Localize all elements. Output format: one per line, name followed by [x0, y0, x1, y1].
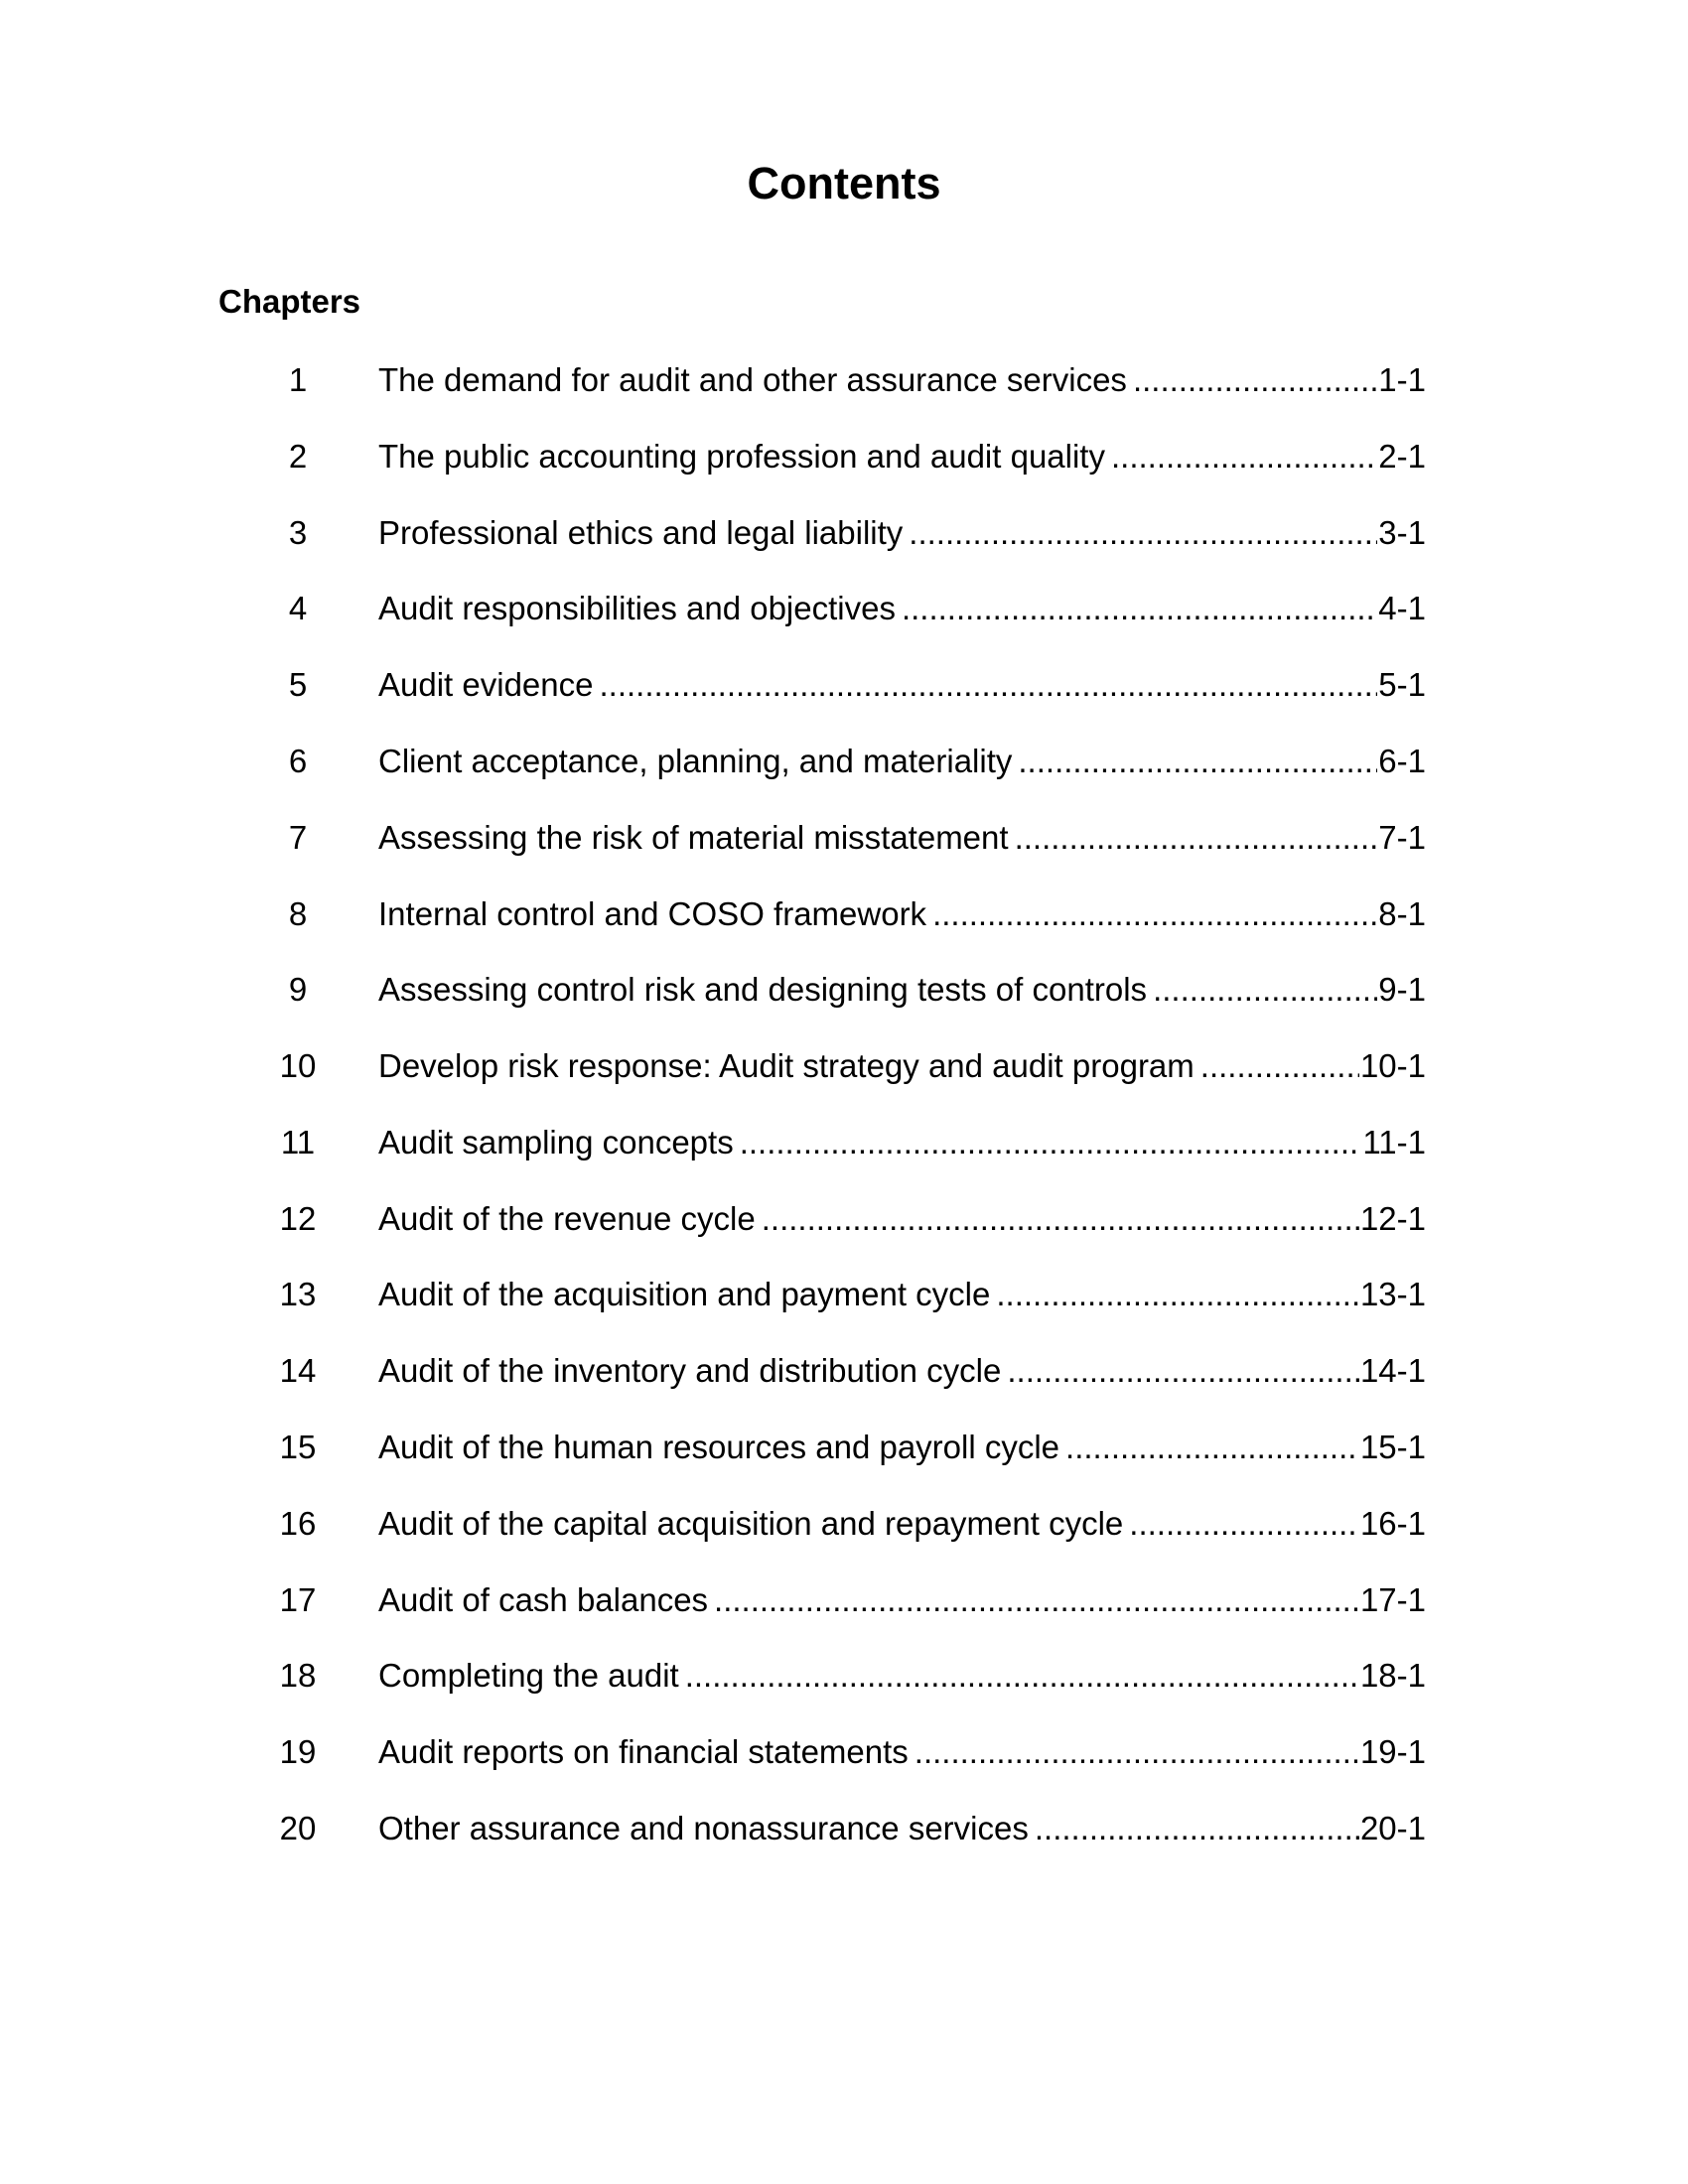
dot-leader	[1111, 435, 1377, 478]
dot-leader	[1065, 1426, 1359, 1469]
chapter-title[interactable]: Audit evidence	[378, 666, 594, 703]
toc-row[interactable]	[0, 358, 1688, 402]
chapter-title[interactable]: Internal control and COSO framework	[378, 895, 927, 932]
chapter-title[interactable]: Client acceptance, planning, and materiality	[378, 743, 1013, 779]
dot-leader	[685, 1654, 1359, 1698]
section-heading: Chapters	[218, 283, 361, 320]
page-number[interactable]: 9-1	[1378, 971, 1426, 1008]
dot-leader	[1153, 968, 1377, 1012]
chapter-number: 5	[288, 666, 308, 703]
chapter-number: 18	[279, 1657, 317, 1694]
dot-leader	[1015, 816, 1378, 860]
chapter-number: 12	[279, 1200, 317, 1237]
chapter-title[interactable]: Audit of the capital acquisition and repayment cycle	[378, 1505, 1124, 1542]
page-number[interactable]: 12-1	[1359, 1200, 1426, 1237]
chapter-number: 2	[288, 438, 308, 475]
page-number[interactable]: 18-1	[1359, 1657, 1426, 1694]
page-number[interactable]: 17-1	[1359, 1581, 1426, 1618]
page-number[interactable]: 8-1	[1378, 895, 1426, 932]
dot-leader	[1018, 740, 1377, 783]
page-number[interactable]: 19-1	[1359, 1733, 1426, 1770]
toc-row[interactable]	[0, 1349, 1688, 1393]
page-number[interactable]: 20-1	[1359, 1810, 1426, 1846]
toc-row[interactable]	[0, 1502, 1688, 1546]
chapter-number: 6	[288, 743, 308, 779]
toc-row[interactable]	[0, 1730, 1688, 1774]
dot-leader	[599, 663, 1377, 707]
chapter-number: 11	[280, 1124, 316, 1160]
page-title: Contents	[747, 158, 941, 208]
chapter-number: 20	[279, 1810, 317, 1846]
chapter-title[interactable]: Develop risk response: Audit strategy and audit program	[378, 1047, 1195, 1084]
chapter-number: 4	[288, 590, 308, 626]
page-number[interactable]: 14-1	[1359, 1352, 1426, 1389]
toc-row[interactable]	[0, 1654, 1688, 1698]
toc-row[interactable]	[0, 892, 1688, 936]
toc-row[interactable]	[0, 435, 1688, 478]
page-number[interactable]: 13-1	[1359, 1276, 1426, 1312]
chapter-number: 7	[288, 819, 308, 856]
toc-row[interactable]	[0, 663, 1688, 707]
page-number[interactable]: 10-1	[1359, 1047, 1426, 1084]
chapter-number: 1	[288, 361, 308, 398]
chapter-title[interactable]: Audit of cash balances	[378, 1581, 709, 1618]
chapter-number: 14	[279, 1352, 317, 1389]
page-number[interactable]: 15-1	[1359, 1429, 1426, 1465]
toc-row[interactable]	[0, 1044, 1688, 1088]
toc-row[interactable]	[0, 740, 1688, 783]
chapter-number: 10	[279, 1047, 317, 1084]
toc-row[interactable]	[0, 1273, 1688, 1316]
chapter-number: 16	[279, 1505, 317, 1542]
chapter-title[interactable]: The demand for audit and other assurance services	[378, 361, 1127, 398]
dot-leader	[932, 892, 1377, 936]
chapter-number: 8	[288, 895, 308, 932]
chapter-title[interactable]: Other assurance and nonassurance services	[378, 1810, 1029, 1846]
chapter-title[interactable]: Completing the audit	[378, 1657, 679, 1694]
dot-leader	[714, 1578, 1359, 1622]
page-number[interactable]: 1-1	[1378, 361, 1426, 398]
chapter-title[interactable]: Professional ethics and legal liability	[378, 514, 904, 551]
page-number[interactable]: 6-1	[1378, 743, 1426, 779]
toc-row[interactable]	[0, 816, 1688, 860]
chapter-title[interactable]: Assessing the risk of material misstatement	[378, 819, 1009, 856]
chapter-title[interactable]: Audit of the acquisition and payment cycle	[378, 1276, 991, 1312]
chapter-title[interactable]: Audit of the human resources and payroll cycle	[378, 1429, 1060, 1465]
chapter-number: 15	[279, 1429, 317, 1465]
toc-row[interactable]	[0, 1197, 1688, 1241]
dot-leader	[914, 1730, 1359, 1774]
chapter-number: 19	[279, 1733, 317, 1770]
page-number[interactable]: 2-1	[1378, 438, 1426, 475]
toc-row[interactable]	[0, 1807, 1688, 1850]
chapter-number: 9	[288, 971, 308, 1008]
dot-leader	[909, 511, 1377, 555]
page-number[interactable]: 5-1	[1378, 666, 1426, 703]
chapter-title[interactable]: Audit responsibilities and objectives	[378, 590, 896, 626]
page-number[interactable]: 16-1	[1359, 1505, 1426, 1542]
chapter-number: 17	[279, 1581, 317, 1618]
dot-leader	[1035, 1807, 1359, 1850]
chapter-number: 3	[288, 514, 308, 551]
chapter-title[interactable]: The public accounting profession and audit quality	[378, 438, 1105, 475]
dot-leader	[1129, 1502, 1359, 1546]
chapter-title[interactable]: Audit of the inventory and distribution cycle	[378, 1352, 1002, 1389]
page-number[interactable]: 7-1	[1378, 819, 1426, 856]
dot-leader	[1133, 358, 1377, 402]
page-number[interactable]: 3-1	[1378, 514, 1426, 551]
page-number[interactable]: 11-1	[1362, 1124, 1426, 1160]
dot-leader	[902, 587, 1377, 630]
dot-leader	[762, 1197, 1359, 1241]
toc-row[interactable]	[0, 1426, 1688, 1469]
dot-leader	[1200, 1044, 1359, 1088]
toc-row[interactable]	[0, 1578, 1688, 1622]
chapter-number: 13	[279, 1276, 317, 1312]
dot-leader	[996, 1273, 1359, 1316]
chapter-title[interactable]: Assessing control risk and designing tests of controls	[378, 971, 1148, 1008]
chapter-title[interactable]: Audit reports on financial statements	[378, 1733, 909, 1770]
toc-row[interactable]	[0, 587, 1688, 630]
toc-row[interactable]	[0, 1121, 1688, 1164]
toc-row[interactable]	[0, 968, 1688, 1012]
chapter-title[interactable]: Audit of the revenue cycle	[378, 1200, 756, 1237]
page-number[interactable]: 4-1	[1378, 590, 1426, 626]
toc-row[interactable]	[0, 511, 1688, 555]
dot-leader	[740, 1121, 1362, 1164]
chapter-title[interactable]: Audit sampling concepts	[378, 1124, 734, 1160]
dot-leader	[1007, 1349, 1359, 1393]
